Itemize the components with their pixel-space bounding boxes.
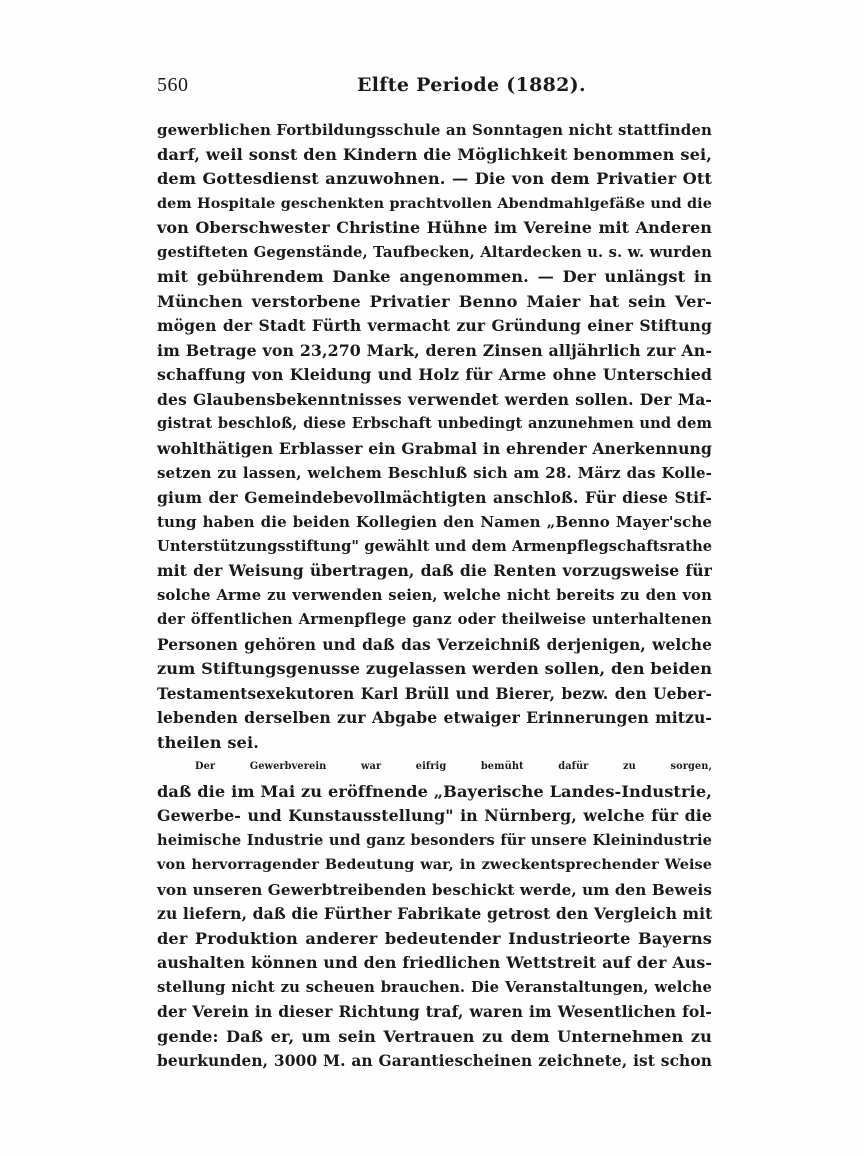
text-line: Gewerbe- und Kunstausstellung" in Nürnberg, welche für die	[157, 806, 712, 825]
text-line: zum Stiftungsgenusse zugelassen werden sollen, den beiden	[157, 659, 713, 678]
text-line: gistrat beschloß, diese Erbschaft unbedingt anzunehmen und dem	[157, 415, 712, 432]
text-line: darf, weil sonst den Kindern die Möglichkeit benommen sei,	[157, 144, 712, 164]
text-line: mit gebührendem Danke angenommen. — Der unlängst in	[157, 267, 712, 286]
text-line: von unseren Gewerbtreibenden beschickt werde, um den Beweis	[157, 880, 712, 899]
page-number: 560	[157, 74, 189, 96]
text-line: setzen zu lassen, welchem Beschluß sich am 28. März das Kolle-	[157, 464, 712, 482]
text-line: aushalten können und den friedlichen Wettstreit auf der Aus-	[157, 953, 712, 972]
text-line: München verstorbene Privatier Benno Maier hat sein Ver-	[157, 291, 712, 311]
text-line: mögen der Stadt Fürth vermacht zur Gründung einer Stiftung	[157, 316, 712, 335]
text-line: lebenden derselben zur Abgabe etwaiger Erinnerungen mitzu-	[157, 708, 712, 727]
text-line: heimische Industrie und ganz besonders für unsere Kleinindustrie	[157, 831, 712, 849]
text-line: im Betrage von 23,270 Mark, deren Zinsen alljährlich zur An-	[157, 340, 712, 360]
text-line: von hervorragender Bedeutung war, in zweckentsprechender Weise	[157, 856, 712, 873]
text-line: dem Hospitale geschenkten prachtvollen Abendmahlgefäße und die	[157, 194, 712, 212]
text-line: von Oberschwester Christine Hühne im Vereine mit Anderen	[157, 218, 712, 237]
text-line: wohlthätigen Erblasser ein Grabmal in ehrender Anerkennung	[157, 438, 712, 458]
text-line: daß die im Mai zu eröffnende „Bayerische Landes-Industrie,	[157, 781, 712, 801]
text-line: der Verein in dieser Richtung traf, waren im Wesentlichen fol-	[157, 1002, 712, 1021]
page-header	[157, 70, 712, 100]
paragraph-2	[157, 755, 712, 1074]
text-line: des Glaubensbekenntnisses verwendet werden sollen. Der Ma-	[157, 389, 712, 409]
text-line: dem Gottesdienst anzuwohnen. — Die von dem Privatier Ott	[157, 169, 712, 188]
text-line: gende: Daß er, um sein Vertrauen zu dem Unternehmen zu	[157, 1026, 712, 1046]
text-line: solche Arme zu verwenden seien, welche nicht bereits zu den von	[157, 586, 712, 604]
text-line: tung haben die beiden Kollegien den Namen „Benno Mayer'sche	[157, 513, 712, 531]
text-line: Der Gewerbverein war eifrig bemüht dafür zu sorgen,	[195, 761, 712, 772]
text-line: gium der Gemeindebevollmächtigten anschloß. Für diese Stif-	[157, 487, 712, 507]
text-line: mit der Weisung übertragen, daß die Renten vorzugsweise für	[157, 561, 712, 580]
text-line: stellung nicht zu scheuen brauchen. Die Veranstaltungen, welche	[157, 978, 712, 996]
text-line: Personen gehören und daß das Verzeichniß derjenigen, welche	[157, 635, 712, 654]
text-line: der Produktion anderer bedeutender Industrieorte Bayerns	[157, 928, 712, 948]
body-text	[157, 118, 712, 1074]
text-line: beurkunden, 3000 M. an Garantiescheinen zeichnete, ist schon	[157, 1052, 712, 1070]
text-line: theilen sei.	[157, 732, 259, 752]
text-line: gestifteten Gegenstände, Taufbecken, Altardecken u. s. w. wurden	[157, 243, 712, 261]
text-line: schaffung von Kleidung und Holz für Arme ohne Unterschied	[157, 365, 712, 384]
text-line: Unterstützungsstiftung" gewählt und dem Armenpflegschaftsrathe	[157, 537, 713, 555]
text-line: der öffentlichen Armenpflege ganz oder theilweise unterhaltenen	[157, 611, 712, 628]
text-line: Testamentsexekutoren Karl Brüll und Bierer, bezw. den Ueber-	[157, 684, 712, 703]
text-line: gewerblichen Fortbildungsschule an Sonntagen nicht stattfinden	[157, 121, 712, 139]
text-line: zu liefern, daß die Fürther Fabrikate getrost den Vergleich mit	[157, 904, 713, 923]
paragraph-1	[157, 118, 712, 755]
running-head: Elfte Periode (1882).	[357, 74, 586, 96]
